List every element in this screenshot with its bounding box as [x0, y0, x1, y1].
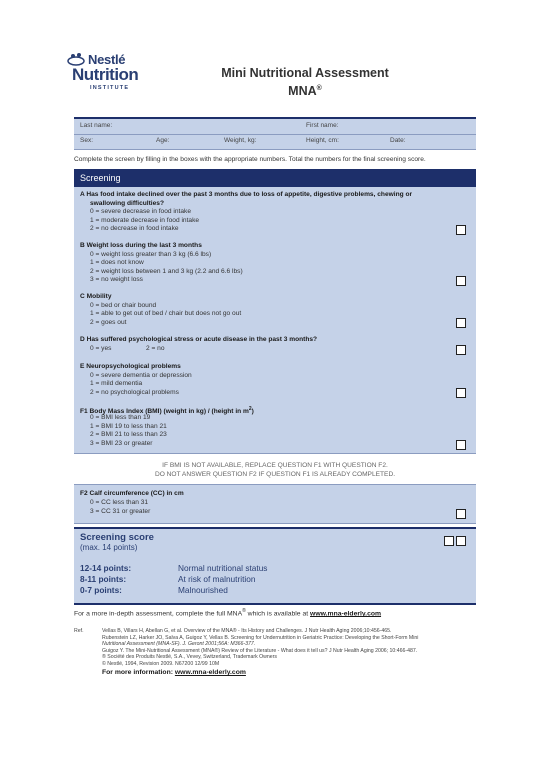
question-f2-option-0: 0 = CC less than 31: [90, 499, 149, 506]
reference-line: Rubenstein LZ, Harker JO, Salva A, Guigoz Y, Vellas B. Screening for Undernutrition in Geriatric Practice: Developing the Short-Form Mini: [102, 634, 419, 641]
date-field[interactable]: Date:: [390, 137, 406, 144]
title-line1: Mini Nutritional Assessment: [221, 66, 389, 80]
question-a: [74, 187, 476, 239]
sex-field[interactable]: Sex:: [80, 137, 94, 144]
logo-nestle: Nestlé: [88, 52, 126, 67]
question-f1: [74, 400, 476, 454]
question-a-option-1: 1 = moderate decrease in food intake: [90, 216, 200, 224]
question-d: [74, 331, 476, 359]
question-a-option-0: 0 = severe decrease in food intake: [90, 208, 191, 215]
footer-text: For a more in-depth assessment, complete the full MNA: [74, 610, 243, 618]
question-e-option-1: 1 = mild dementia: [90, 380, 143, 387]
more-info-label: For more information:: [102, 669, 175, 676]
question-b-option-3: 3 = no weight loss: [90, 276, 143, 283]
height-field[interactable]: Height, cm:: [306, 137, 339, 144]
question-e: [74, 358, 476, 401]
screening-header-label: Screening: [80, 173, 121, 183]
question-f1-option-1: 1 = BMI 19 to less than 21: [90, 422, 167, 430]
question-d-option-1: 2 = no: [146, 345, 165, 352]
question-c: [74, 289, 476, 332]
score-status-normal: Normal nutritional status: [178, 563, 268, 573]
reference-line: Guigoz Y. The Mini-Nutritional Assessment (MNA®) Review of the Literature - What does it tell us? J Nutr Health Aging 2006; 10:466-487.: [102, 647, 418, 654]
title-line2: [170, 81, 440, 99]
question-e-score-box[interactable]: [456, 388, 466, 398]
score-box-ones[interactable]: [456, 536, 466, 546]
patient-info-box: [74, 119, 476, 150]
question-a-option-2: 2 = no decrease in food intake: [90, 225, 179, 232]
logo-nutrition: Nutrition: [72, 65, 139, 84]
question-f2-score-box[interactable]: [456, 509, 466, 519]
footer-link[interactable]: www.mna-elderly.com: [310, 610, 382, 618]
references-label: Ref.: [74, 628, 84, 634]
score-range-normal: 12-14 points:: [80, 563, 132, 573]
title-mna: MNA: [288, 84, 317, 99]
question-a-title-2: swallowing difficulties?: [90, 199, 165, 207]
score-status-malnourished: Malnourished: [178, 585, 228, 595]
question-b-option-2: 2 = weight loss between 1 and 3 kg (2.2 and 6.6 lbs): [90, 267, 243, 275]
question-b: [74, 238, 476, 290]
page-title: [170, 66, 440, 99]
question-c-title: C Mobility: [80, 293, 112, 300]
question-a-score-box[interactable]: [456, 225, 466, 235]
question-d-score-box[interactable]: [456, 345, 466, 355]
logo-institute: INSTITUTE: [90, 85, 130, 91]
question-f1-sup: 2: [248, 406, 252, 412]
bmi-note-line-1: IF BMI IS NOT AVAILABLE, REPLACE QUESTION F1 WITH QUESTION F2.: [162, 462, 388, 469]
question-e-option-0: 0 = severe dementia or depression: [90, 371, 192, 379]
references: [102, 628, 482, 668]
screening-score-box: [74, 527, 476, 605]
footer-text-2: which is available at: [245, 610, 311, 618]
reference-line: Nutritional Assessment (MNA-SF). J. Geront 2001;56A: M366-377.: [102, 641, 256, 648]
question-c-score-box[interactable]: [456, 318, 466, 328]
patient-info-row-2: [74, 134, 476, 149]
question-c-option-1: 1 = able to get out of bed / chair but does not go out: [90, 310, 242, 317]
question-f1-option-0: 0 = BMI less than 19: [90, 414, 151, 421]
nest-bird-icon: [66, 50, 86, 66]
question-e-option-2: 2 = no psychological problems: [90, 388, 179, 396]
question-f2-option-1: 3 = CC 31 or greater: [90, 507, 151, 515]
age-field[interactable]: Age:: [156, 137, 170, 144]
question-e-title: E Neuropsychological problems: [80, 363, 181, 370]
score-box-tens[interactable]: [444, 536, 454, 546]
screening-header: [74, 169, 476, 187]
question-b-option-1: 1 = does not know: [90, 259, 144, 266]
score-range-at-risk: 8-11 points:: [80, 574, 127, 584]
more-info: [102, 669, 246, 676]
weight-field[interactable]: Weight, kg:: [224, 137, 257, 144]
score-title: Screening score: [80, 532, 154, 543]
question-f1-option-3: 3 = BMI 23 or greater: [90, 439, 153, 447]
question-f2: [74, 484, 476, 524]
question-c-option-2: 2 = goes out: [90, 318, 127, 326]
score-subtitle: (max. 14 points): [80, 543, 138, 552]
question-f1-option-2: 2 = BMI 21 to less than 23: [90, 431, 167, 438]
footer-mark: ®: [242, 608, 246, 614]
question-f1-title-text: F1 Body Mass Index (BMI) (weight in kg) / (height in m: [80, 408, 249, 416]
bmi-note-line-2: DO NOT ANSWER QUESTION F2 IF QUESTION F1 IS ALREADY COMPLETED.: [154, 471, 396, 478]
instruction-text: Complete the screen by filling in the boxes with the appropriate numbers. Total the numbers for the final screening score.: [74, 156, 426, 163]
question-d-title: D Has suffered psychological stress or acute disease in the past 3 months?: [80, 336, 318, 343]
first-name-field[interactable]: First name:: [306, 122, 339, 129]
reference-line: ® Société des Produits Nestlé, S.A., Vevey, Switzerland, Trademark Owners: [102, 654, 277, 661]
last-name-field[interactable]: Last name:: [80, 122, 113, 129]
score-range-malnourished: 0-7 points:: [80, 585, 122, 595]
question-f1-score-box[interactable]: [456, 440, 466, 450]
footer-line: [74, 608, 381, 617]
bmi-note: [74, 461, 476, 479]
title-mark: ®: [316, 85, 322, 92]
question-b-option-0: 0 = weight loss greater than 3 kg (6.6 lbs): [90, 250, 212, 258]
question-b-title: B Weight loss during the last 3 months: [80, 242, 202, 249]
score-total-boxes: [442, 533, 466, 551]
question-a-title: A Has food intake declined over the past 3 months due to loss of appetite, digestive problems, chewing or: [80, 191, 413, 198]
patient-info-row-1: [74, 119, 476, 135]
reference-line: Vellas B, Villars H, Abellan G, et al. Overview of the MNA® - Its History and Challenges. J Nutr Health Aging 2006;10:456-465.: [102, 628, 392, 634]
question-f1-title-end: ): [251, 408, 254, 416]
question-b-score-box[interactable]: [456, 276, 466, 286]
reference-line: © Nestlé, 1994, Revision 2009. N67200 12/99 10M: [102, 660, 220, 667]
more-info-link[interactable]: www.mna-elderly.com: [174, 669, 246, 676]
nestle-nutrition-logo: [72, 52, 152, 98]
question-d-option-0: 0 = yes: [90, 345, 112, 352]
question-c-option-0: 0 = bed or chair bound: [90, 301, 157, 309]
score-status-at-risk: At risk of malnutrition: [178, 574, 256, 584]
question-f2-title: F2 Calf circumference (CC) in cm: [80, 490, 184, 497]
